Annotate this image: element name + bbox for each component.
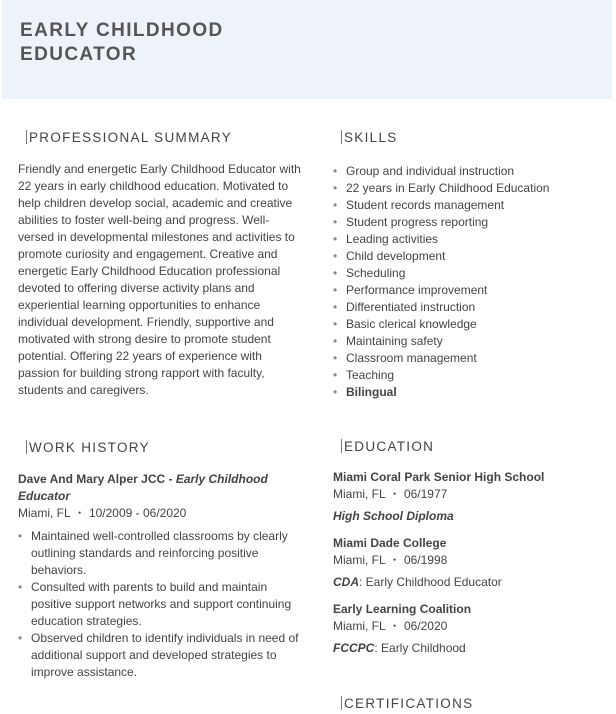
bullet-icon: • [333, 198, 338, 212]
edu-degree: CDA: Early Childhood Educator [333, 575, 502, 589]
list-item: • Group and individual instruction [333, 164, 515, 178]
list-item: • Classroom management [333, 351, 477, 365]
job-duties-list [18, 528, 303, 681]
left-column [18, 128, 303, 681]
section-divider [341, 439, 342, 453]
job-location: Miami, FL [18, 506, 71, 520]
section-divider [26, 130, 27, 144]
list-item: • Maintaining safety [333, 334, 443, 348]
bullet-icon: • [333, 232, 338, 246]
list-item: • Maintained well-controlled classrooms by clearly outlining standards and reinforcing positive behaviors. [18, 529, 288, 577]
education-title: EDUCATION [333, 437, 603, 457]
candidate-name [20, 19, 224, 67]
job-dates: 10/2009 - 06/2020 [88, 506, 187, 520]
bullet-icon: • [333, 181, 338, 195]
resume-header [2, 0, 612, 99]
job-meta [18, 505, 303, 522]
bullet-icon: • [18, 580, 23, 594]
work-history-section [18, 438, 303, 681]
edu-meta: Miami, FL ・ 06/1998 [333, 553, 448, 567]
list-item: • Observed children to identify individuals in need of additional support and developed strategies to improve assistance. [18, 631, 299, 679]
bullet-icon: • [333, 300, 338, 314]
section-divider [341, 130, 342, 144]
job-heading [18, 471, 303, 505]
certifications-section [333, 694, 603, 714]
bullet-icon: • [333, 283, 338, 297]
list-item: • Basic clerical knowledge [333, 317, 477, 331]
list-item: • Differentiated instruction [333, 300, 476, 314]
skills-title: SKILLS [333, 128, 603, 148]
skills-section [333, 128, 603, 401]
list-item: • Leading activities [333, 232, 439, 246]
summary-text: Friendly and energetic Early Childhood Educator with 22 years in early childhood education. Motivated to help children develop social, academic and creative abilities to foster well-being and progress. Well-versed in developmental milestones and activities to promote curiosity and engagement. Creative and energetic Early Childhood Education professional devoted to offering diverse activity plans and experiential learning opportunities to enhance individual development. Friendly, supportive and motivated with strong desire to promote student potential. Offering 22 years of experience with passion for building strong rapport with faculty, students and caregivers. [18, 162, 301, 397]
bullet-icon: • [333, 385, 338, 399]
summary-section [18, 128, 303, 399]
bullet-icon: • [333, 249, 338, 263]
list-item: • Scheduling [333, 266, 406, 280]
job-separator: - [165, 472, 176, 486]
job-employer: Dave And Mary Alper JCC [18, 472, 166, 486]
bullet-icon: • [333, 266, 338, 280]
list-item: • 22 years in Early Childhood Education [333, 181, 550, 195]
education-section [333, 437, 603, 657]
edu-degree: FCCPC: Early Childhood [333, 641, 466, 655]
list-item: • Child development [333, 249, 446, 263]
name-line-1: EARLY CHILDHOOD [20, 20, 224, 41]
certifications-title: CERTIFICATIONS [333, 694, 603, 714]
edu-school: Miami Coral Park Senior High School [333, 470, 545, 484]
list-item: • Student records management [333, 198, 505, 212]
bullet-icon: • [333, 368, 338, 382]
bullet-icon: • [333, 164, 338, 178]
education-entry [333, 535, 603, 591]
edu-school: Miami Dade College [333, 536, 447, 550]
bullet-icon: • [333, 351, 338, 365]
edu-school: Early Learning Coalition [333, 602, 472, 616]
list-item: • Bilingual [333, 385, 397, 399]
section-divider [341, 696, 342, 710]
bullet-icon: • [18, 631, 23, 645]
skills-list [333, 163, 603, 401]
list-item: • Consulted with parents to build and maintain positive support networks and support continuing education strategies. [18, 580, 292, 628]
list-item: • Performance improvement [333, 283, 488, 297]
list-item: • Teaching [333, 368, 395, 382]
edu-degree: High School Diploma [333, 509, 454, 523]
section-divider [26, 440, 27, 454]
edu-meta: Miami, FL ・ 06/2020 [333, 619, 448, 633]
work-history-title: WORK HISTORY [18, 438, 303, 458]
education-entry [333, 601, 603, 657]
summary-title: PROFESSIONAL SUMMARY [18, 128, 303, 148]
education-entry [333, 469, 603, 525]
bullet-icon: • [333, 215, 338, 229]
name-line-2: EDUCATOR [20, 44, 138, 65]
list-item: • Student progress reporting [333, 215, 489, 229]
job-position: Early Childhood Educator [18, 472, 268, 503]
job-meta-dot: ・ [73, 506, 86, 520]
edu-meta: Miami, FL ・ 06/1977 [333, 487, 448, 501]
job-entry [18, 471, 303, 681]
bullet-icon: • [333, 334, 338, 348]
bullet-icon: • [333, 317, 338, 331]
bullet-icon: • [18, 529, 23, 543]
right-column [333, 128, 603, 714]
